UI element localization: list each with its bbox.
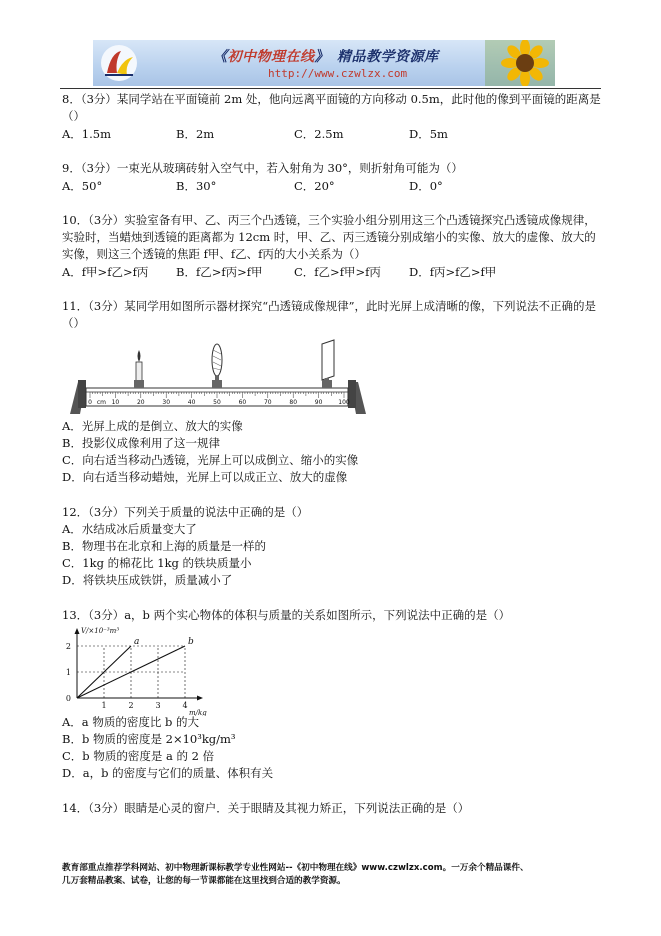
bench-tick-label: 0 xyxy=(88,399,92,406)
y-tick-label: 1 xyxy=(65,668,71,677)
x-axis-arrow xyxy=(197,696,203,701)
option-c[interactable]: C．20° xyxy=(294,179,335,193)
option-c[interactable]: C．f乙>f甲>f丙 xyxy=(294,265,381,279)
option-b[interactable]: B．2m xyxy=(176,127,215,141)
bench-tick-label: 10 xyxy=(111,399,120,406)
question-9: 9．（3分）一束光从玻璃砖射入空气中，若入射角为 30°，则折射角可能为（） xyxy=(62,161,463,175)
option-a[interactable]: A．50° xyxy=(62,179,103,193)
question-14: 14．（3分）眼睛是心灵的窗户．关于眼睛及其视力矫正，下列说法正确的是（） xyxy=(62,801,470,815)
series-label-b: b xyxy=(188,637,194,647)
convex-lens xyxy=(212,344,222,388)
bench-tick-label: 90 xyxy=(314,399,323,406)
bench-tick-label: 50 xyxy=(213,399,221,406)
footer-line-1: 教育部重点推荐学科网站、初中物理新课标教学专业性网站--《初中物理在线》www.czwlzx.com。一万余个精品课件、 xyxy=(62,863,529,873)
banner-title: 《初中物理在线》 精品教学资源库 xyxy=(213,49,439,65)
bench-tick-label: 70 xyxy=(263,399,272,406)
banner-url: http://www.czwlzx.com xyxy=(268,67,408,80)
bench-tick-label: 100 xyxy=(338,399,350,406)
light-screen xyxy=(322,340,334,388)
volume-mass-chart xyxy=(62,624,212,716)
bench-tick-label: 20 xyxy=(136,399,145,406)
bench-tick-label: 30 xyxy=(162,399,171,406)
option-c[interactable]: C．b 物质的密度是 a 的 2 倍 xyxy=(62,749,215,763)
header-divider xyxy=(60,88,601,89)
header-banner xyxy=(93,40,555,86)
page-footer xyxy=(62,862,622,888)
option-b[interactable]: B．b 物质的密度是 2×10³kg/m³ xyxy=(62,732,236,746)
option-a[interactable]: A．f甲>f乙>f丙 xyxy=(62,265,149,279)
y-axis-label: V/×10⁻³m³ xyxy=(81,627,120,635)
x-tick-label: 2 xyxy=(128,701,134,710)
bench-tick-label: 80 xyxy=(289,399,298,406)
question-8-options xyxy=(62,126,602,143)
option-d[interactable]: D．0° xyxy=(409,179,443,193)
candle xyxy=(134,350,144,388)
x-tick-label: 4 xyxy=(182,701,188,710)
footer-line-2: 几万套精品教案、试卷，让您的每一节课都能在这里找到合适的教学资源。 xyxy=(62,876,346,886)
optical-bench-figure xyxy=(68,336,368,416)
site-logo-icon xyxy=(99,43,139,83)
bench-tick-label: cm xyxy=(96,399,107,406)
question-11: 11．（3分）某同学用如图所示器材探究“凸透镜成像规律”，此时光屏上成清晰的像，下列说法不正确的是（） xyxy=(62,299,596,330)
y-axis-arrow xyxy=(75,628,80,634)
origin-label: 0 xyxy=(65,694,71,703)
option-a[interactable]: A．1.5m xyxy=(62,127,111,141)
option-c[interactable]: C．1kg 的棉花比 1kg 的铁块质量小 xyxy=(62,556,252,570)
x-tick-label: 1 xyxy=(101,701,107,710)
option-d[interactable]: D．向右适当移动蜡烛，光屏上可以成正立、放大的虚像 xyxy=(62,470,348,484)
option-a[interactable]: A．光屏上成的是倒立、放大的实像 xyxy=(62,419,243,433)
option-c[interactable]: C．2.5m xyxy=(294,127,344,141)
y-tick-label: 2 xyxy=(65,642,71,651)
option-d[interactable]: D．将铁块压成铁饼，质量减小了 xyxy=(62,573,233,587)
question-9-options xyxy=(62,178,602,195)
question-10-options xyxy=(62,264,602,281)
option-d[interactable]: D．a，b 的密度与它们的质量、体积有关 xyxy=(62,766,274,780)
series-label-a: a xyxy=(134,637,140,647)
question-12: 12．（3分）下列关于质量的说法中正确的是（） xyxy=(62,505,309,519)
question-13: 13．（3分）a，b 两个实心物体的体积与质量的关系如图所示，下列说法中正确的是（） xyxy=(62,608,511,622)
option-d[interactable]: D．5m xyxy=(409,127,448,141)
option-a[interactable]: A．水结成冰后质量变大了 xyxy=(62,522,197,536)
option-a[interactable]: A．a 物质的密度比 b 的大 xyxy=(62,715,199,729)
option-c[interactable]: C．向右适当移动凸透镜，光屏上可以成倒立、缩小的实像 xyxy=(62,453,359,467)
x-tick-label: 3 xyxy=(155,701,161,710)
bench-tick-label: 60 xyxy=(238,399,247,406)
option-b[interactable]: B．f乙>f丙>f甲 xyxy=(176,265,263,279)
bench-tick-label: 40 xyxy=(187,399,196,406)
question-8: 8．（3分）某同学站在平面镜前 2m 处，他向远离平面镜的方向移动 0.5m，此时他的像到平面镜的距离是（） xyxy=(62,92,601,123)
sunflower-icon xyxy=(485,40,555,86)
option-b[interactable]: B．物理书在北京和上海的质量是一样的 xyxy=(62,539,266,553)
bench-left-cap xyxy=(78,380,86,408)
option-b[interactable]: B．投影仪成像利用了这一规律 xyxy=(62,436,220,450)
option-b[interactable]: B．30° xyxy=(176,179,217,193)
x-axis-label: m/kg xyxy=(189,709,207,716)
question-10: 10．（3分）实验室备有甲、乙、丙三个凸透镜，三个实验小组分别用这三个凸透镜探究凸透镜成像规律，实验时，当蜡烛到透镜的距离都为 12cm 时，甲、乙、丙三透镜分别成缩小的实像、放大的虚像、放大的实像，则这三个透镜的焦距 f甲、f乙、f丙的大小关系为（） xyxy=(62,213,596,261)
option-d[interactable]: D．f丙>f乙>f甲 xyxy=(409,265,497,279)
